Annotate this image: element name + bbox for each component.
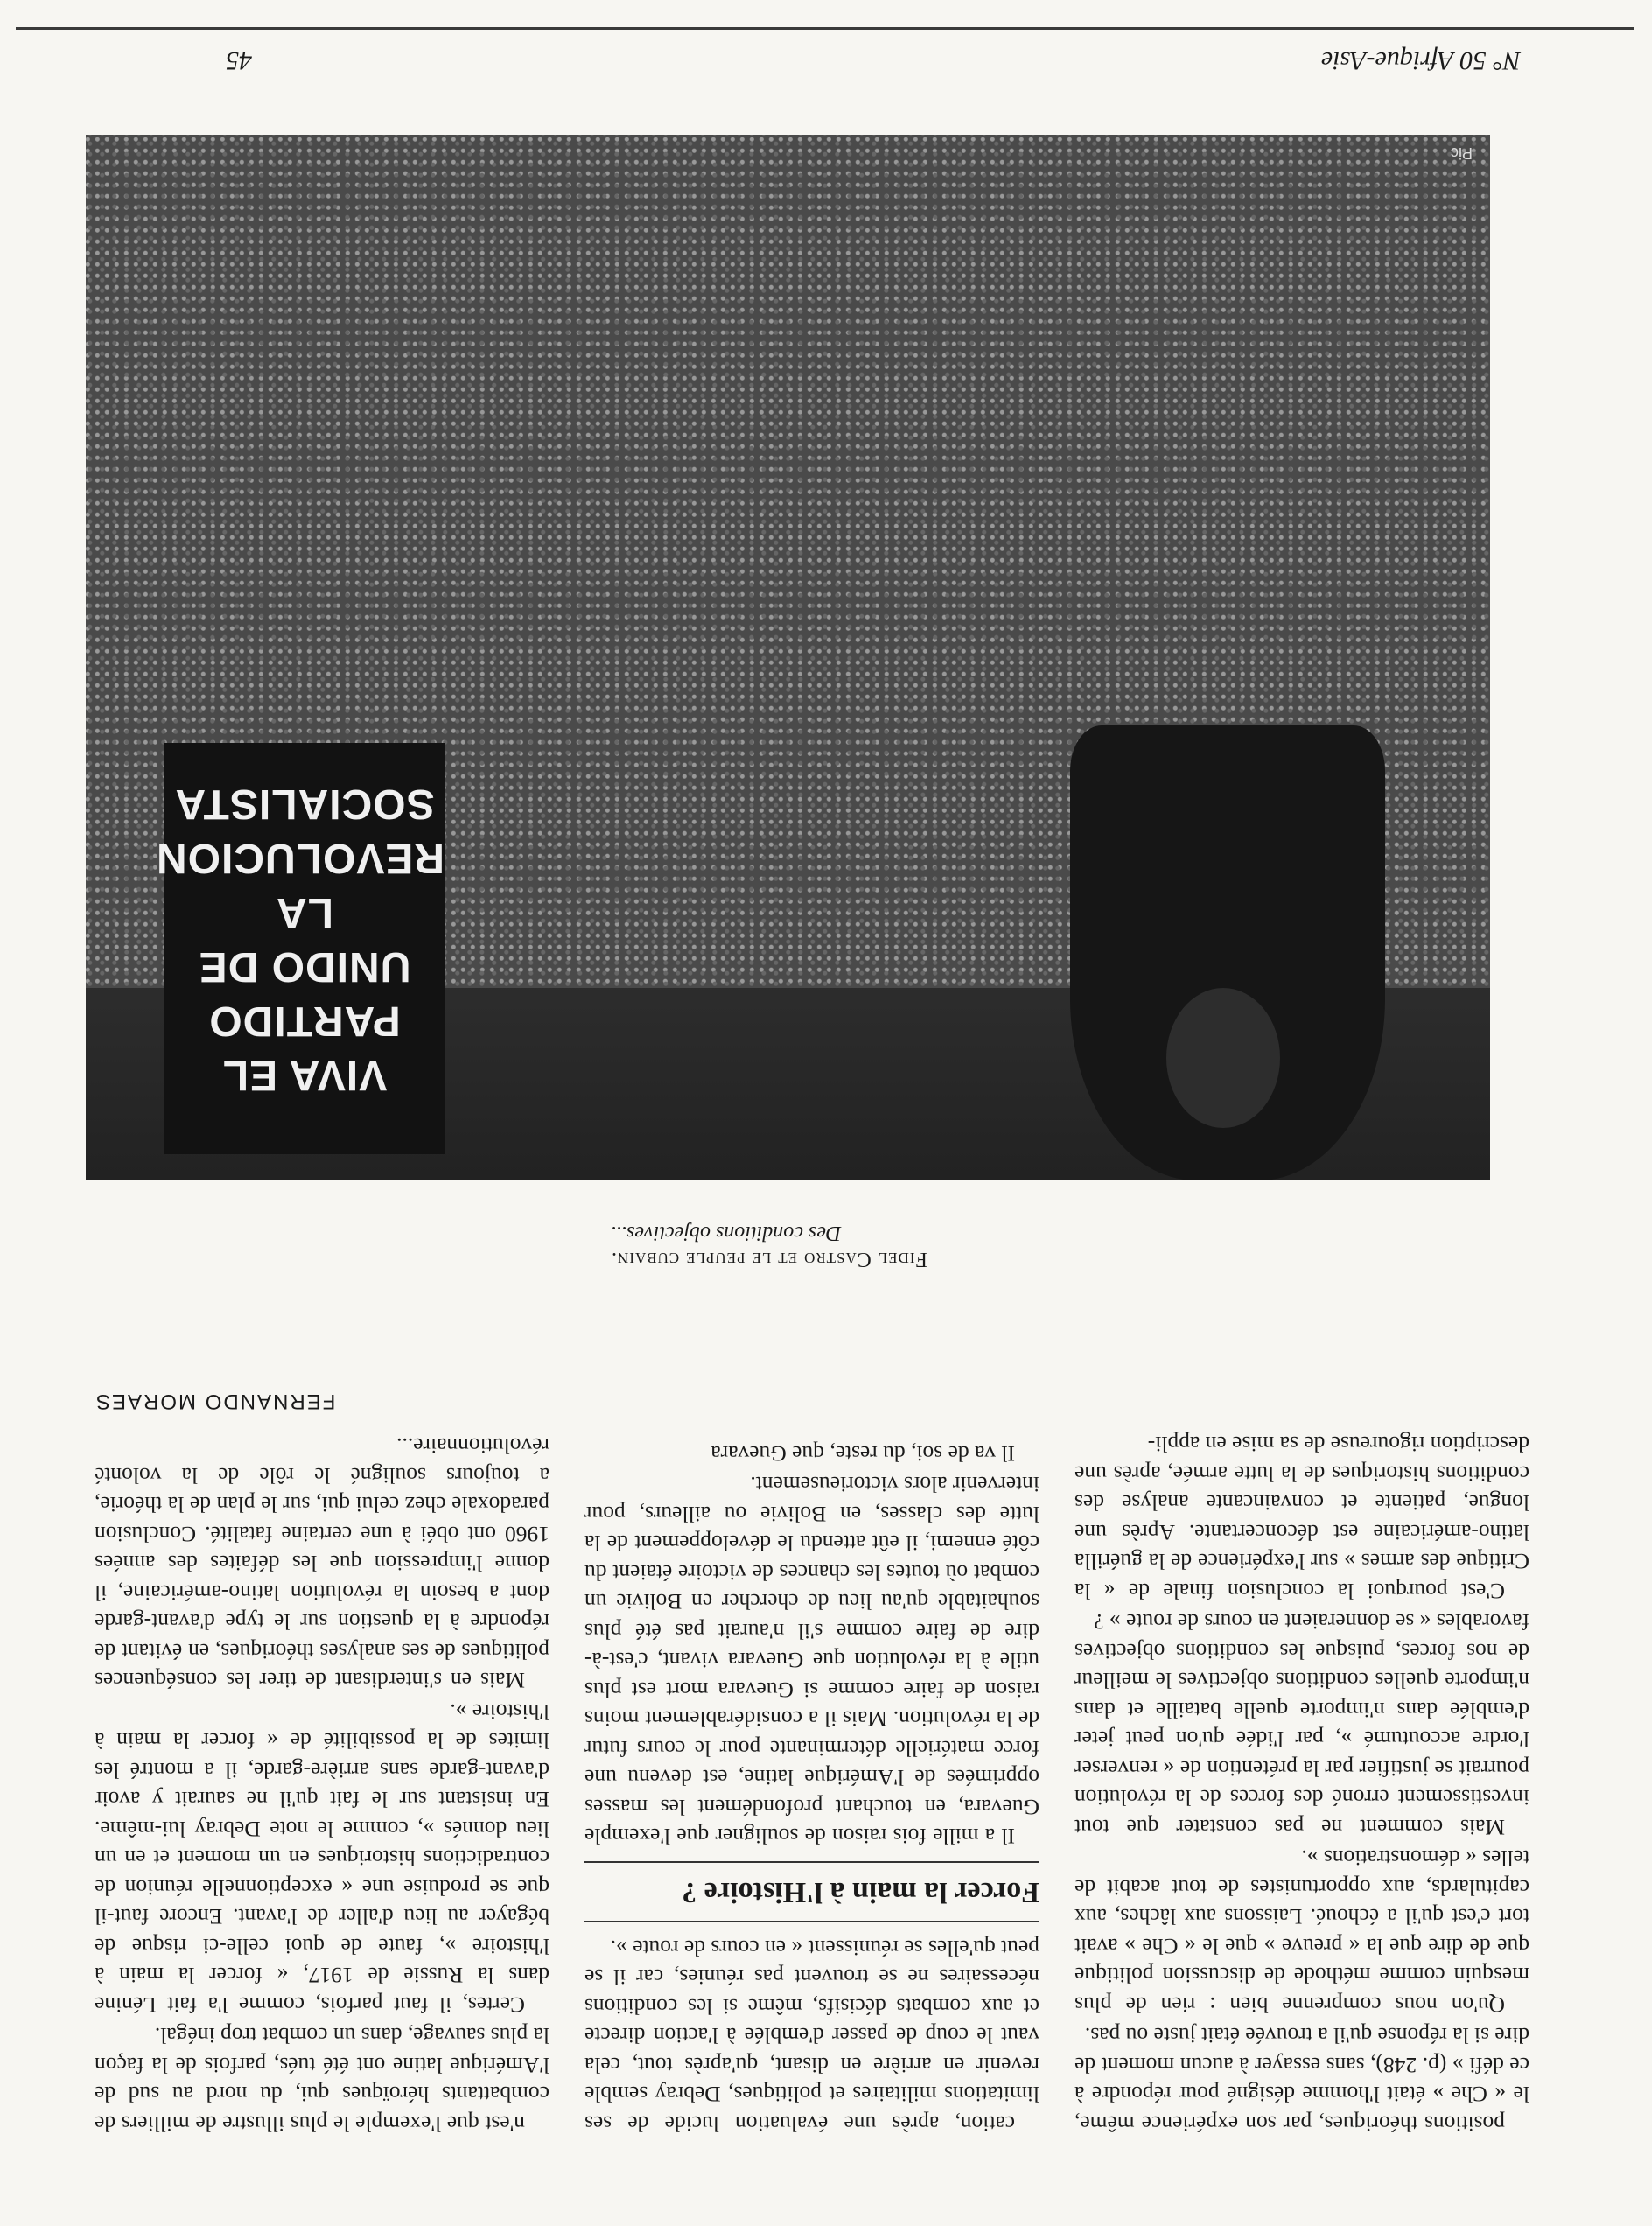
photo-credit: Pic	[1450, 144, 1473, 162]
paragraph: Il va de soi, du reste, que Guevara	[710, 1441, 1015, 1466]
section-divider	[584, 1922, 1040, 1923]
page-header	[121, 32, 1521, 75]
photo-rally	[86, 135, 1490, 1180]
column-1	[1074, 1281, 1530, 2138]
page-edge-rule	[16, 27, 1634, 30]
photo-banner	[155, 743, 444, 1154]
paragraph: C'est pourquoi la conclusion finale de « la Critique des armes » sur l'expérience de la guérilla latino-américaine est déconcertante. Après une longue, patiente et convaincante analyse des conditions historiques de la lutte armée, après une description rigoureuse de sa mise en appli-	[1074, 1432, 1530, 1604]
caption-line: Des conditions objectives...	[611, 1222, 842, 1244]
section-divider	[584, 1862, 1040, 1864]
column-2	[584, 1281, 1040, 2138]
paragraph: cation, après une évaluation lucide de ses limitations militaires et politiques, Debray semble revenir en arrière en disant, qu'après tout, cela vaut le coup de passer d'emblée à l'action directe et aux combats décisifs, même si les conditions nécessaires ne se trouvent pas réunies, car il se peut qu'elles se réunissent « en cours de route ».	[584, 1936, 1040, 2137]
paragraph: Certes, il faut parfois, comme l'a fait Lénine dans la Russie de 1917, « forcer la main à l'histoire », faute de quoi celle-ci risque de bégayer au lieu d'aller de l'avant. Encore faut-il que se produise une « exceptionnelle réunion de contradictions historiques en un moment et en un lieu donnés », comme le note Debray lui-même. En insistant sur le fait qu'il ne saurait y avoir d'avant-garde sans arrière-garde, il a montré les limites de la possibilité de « forcer la main à l'histoire ».	[94, 1699, 550, 2018]
paragraph: n'est que l'exemple le plus illustre de milliers de combattants héroïques qui, du nord au sud de l'Amérique latine ont été tués, parfois de la façon la plus sauvage, dans un combat trop inégal.	[94, 2023, 550, 2137]
issue-label: N° 50 Afrique-Asie	[1320, 46, 1521, 75]
author-signature: FERNANDO MORAES	[94, 1390, 336, 1413]
banner-line: VIVA EL PARTIDO	[208, 998, 401, 1098]
column-3	[94, 1281, 550, 2138]
paragraph: positions théoriques, par son expérience même, le « Che » était l'homme désigné pour répondre à ce défi » (p. 248), sans essayer à aucun moment de dire si la réponse qu'il a trouvée était juste ou pas.	[1074, 2023, 1530, 2137]
article-body	[94, 1281, 1530, 2138]
paragraph: Il a mille fois raison de souligner que l'exemple Guevara, en touchant profondément les masses opprimées de l'Amérique latine, est devenu une force matérielle déterminante pour le cours futur de la révolution. Mais il a considérablement moins raison de faire comme si Guevara mort est plus utile à la révolution que Guevara vivant, c'est-à-dire de faire comme s'il n'aurait pas été plus souhaitable qu'au lieu de chercher en Bolivie un combat où toutes les chances de victoire étaient du côté ennemi, il eût attendu le développement de la lutte des classes, en Bolivie ou ailleurs, pour intervenir alors victorieusement.	[584, 1472, 1040, 1850]
section-title: Forcer la main à l'Histoire ?	[682, 1876, 1040, 1909]
photo-caption	[611, 1220, 987, 1272]
photo-figure-head	[1166, 988, 1280, 1128]
paragraph: Qu'on nous comprenne bien : rien de plus mesquin comme méthode de discussion politique que de dire que la « preuve » que le « Che » avait tort c'est qu'il a échoué. Laissons aux lâches, aux capitulards, aux opportunistes de tout acabit de telles « démonstrations ».	[1074, 1845, 1530, 2018]
banner-line: REVOLUCION	[155, 835, 444, 881]
paragraph: Mais en s'interdisant de tirer les conséquences politiques de ses analyses théoriques, en évitant de répondre à la question sur le type d'avant-garde dont a besoin la révolution latino-américaine, il donne l'impression que les défaites des années 1960 ont obéi à une certaine fatalité. Conclusion paradoxale chez celui qui, sur le plan de la théorie, a toujours souligné le rôle de la volonté révolutionnaire...	[94, 1433, 550, 1694]
banner-line: SOCIALISTA	[174, 780, 435, 827]
banner-line: UNIDO DE LA	[198, 889, 411, 990]
caption-line: Fidel Castro et le peuple cubain.	[611, 1248, 928, 1270]
page-number: 45	[226, 46, 252, 75]
paragraph: Mais comment ne pas constater que tout investissement erroné des forces de la révolution pourrait se justifier par la prétention de « renverser l'ordre accoutumé », par l'idée qu'on peut jeter d'emblée dans n'importe quelle bataille et dans n'importe quelles conditions objectives le meilleur de nos forces, puisque les conditions objectives favorables « se donneraient en cours de route » ?	[1074, 1609, 1530, 1840]
